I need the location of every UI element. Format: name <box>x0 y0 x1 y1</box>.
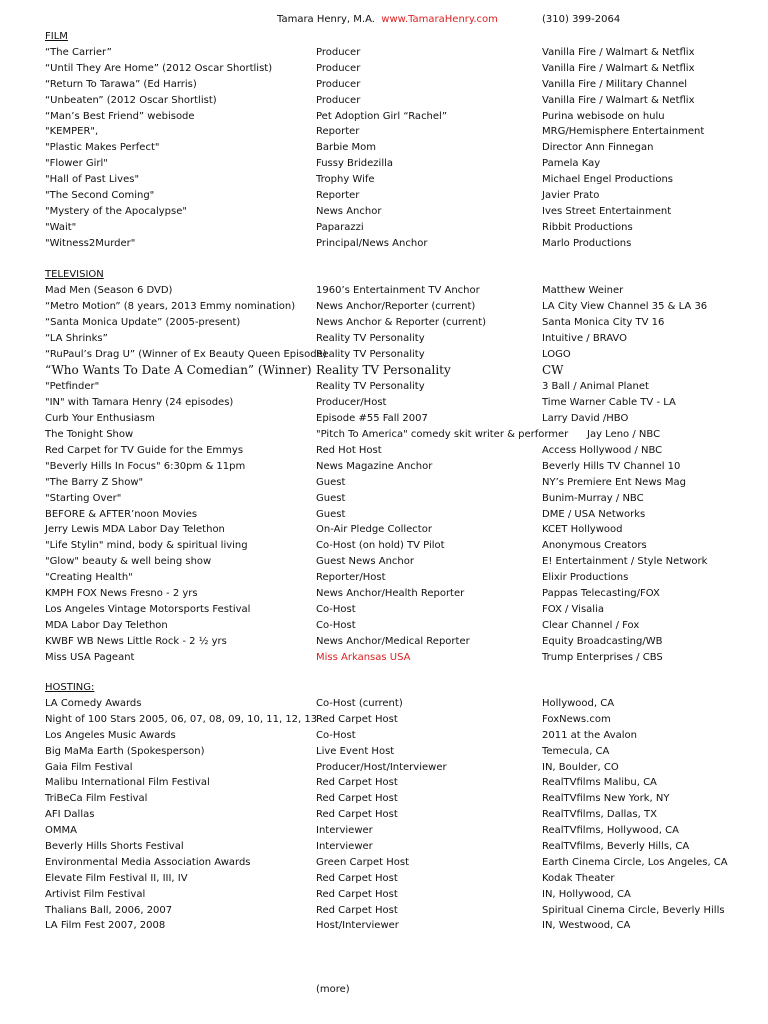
hosting-row <box>45 839 745 855</box>
film-row <box>45 45 745 61</box>
credit-company: Jay Leno / NBC <box>587 429 661 441</box>
credit-company: LA City View Channel 35 & LA 36 <box>542 300 708 312</box>
credit-title: “Until They Are Home” (2012 Oscar Shortlist) <box>45 62 273 74</box>
television-row <box>45 586 745 602</box>
credit-company: Marlo Productions <box>542 237 632 249</box>
credit-role: News Anchor/Reporter (current) <box>316 300 476 312</box>
credit-company: Larry David /HBO <box>542 413 629 425</box>
credit-title: Night of 100 Stars 2005, 06, 07, 08, 09, 10, 11, 12, 13 <box>45 713 318 725</box>
credit-company: Vanilla Fire / Walmart & Netflix <box>542 94 695 106</box>
credit-title: "Glow" beauty & well being show <box>45 556 212 568</box>
credit-role: Host/Interviewer <box>316 920 399 932</box>
television-row <box>45 602 745 618</box>
credit-title: Los Angeles Music Awards <box>45 729 176 741</box>
credit-title: Gaia Film Festival <box>45 761 133 773</box>
credit-role: 1960’s Entertainment TV Anchor <box>316 285 480 296</box>
television-row <box>45 507 745 523</box>
film-row <box>45 124 745 140</box>
television-section-title: TELEVISION <box>45 269 104 280</box>
hosting-row <box>45 903 745 919</box>
phone-number: (310) 399-2064 <box>542 14 621 25</box>
credit-role: Principal/News Anchor <box>316 237 428 249</box>
television-row <box>45 362 745 379</box>
credit-company: RealTVfilms, Beverly Hills, CA <box>542 841 690 853</box>
credit-title: Big MaMa Earth (Spokesperson) <box>45 745 205 757</box>
hosting-row <box>45 712 745 728</box>
credit-title: "Petfinder" <box>45 381 100 393</box>
credit-role: Interviewer <box>316 825 373 837</box>
television-row <box>45 554 745 570</box>
television-row <box>45 650 745 666</box>
website-link[interactable]: www.TamaraHenry.com <box>381 14 498 25</box>
credit-company: Bunim-Murray / NBC <box>542 492 644 504</box>
hosting-row <box>45 807 745 823</box>
credit-title: Beverly Hills Shorts Festival <box>45 841 184 853</box>
credit-company: CW <box>542 363 564 378</box>
credit-company: IN, Hollywood, CA <box>542 888 631 900</box>
film-row <box>45 188 745 204</box>
credit-title: Los Angeles Vintage Motorsports Festival <box>45 603 251 615</box>
credit-title: TriBeCa Film Festival <box>45 793 148 805</box>
credit-title: Thalians Ball, 2006, 2007 <box>45 904 173 916</box>
credit-title: MDA Labor Day Telethon <box>45 619 168 631</box>
television-row <box>45 427 745 443</box>
credit-role: On-Air Pledge Collector <box>316 524 432 536</box>
credit-company: DME / USA Networks <box>542 508 646 520</box>
film-section <box>45 29 745 252</box>
hosting-row <box>45 871 745 887</box>
film-row <box>45 93 745 109</box>
credit-role: Guest <box>316 492 346 504</box>
film-row <box>45 172 745 188</box>
credit-company: Michael Engel Productions <box>542 174 674 186</box>
credit-title: KWBF WB News Little Rock - 2 ½ yrs <box>45 635 227 647</box>
credit-title: "Life Stylin" mind, body & spiritual living <box>45 540 248 552</box>
credit-company: Ives Street Entertainment <box>542 205 672 217</box>
credit-company: Intuitive / BRAVO <box>542 332 627 344</box>
television-row <box>45 411 745 427</box>
contact-name-line <box>277 14 498 25</box>
credit-role: Producer/Host <box>316 397 387 409</box>
credit-role: Red Carpet Host <box>316 777 398 789</box>
hosting-row <box>45 760 745 776</box>
film-row <box>45 236 745 252</box>
television-row <box>45 491 745 507</box>
more-indicator: (more) <box>316 984 350 995</box>
television-row <box>45 395 745 411</box>
hosting-section <box>45 680 745 934</box>
credit-company: KCET Hollywood <box>542 524 623 536</box>
hosting-row <box>45 823 745 839</box>
credit-company: Earth Cinema Circle, Los Angeles, CA <box>542 856 728 868</box>
credit-title: "Plastic Makes Perfect" <box>45 142 160 154</box>
credit-title: Malibu International Film Festival <box>45 777 210 789</box>
credit-role: Producer <box>316 94 361 106</box>
credit-role: Producer <box>316 47 361 58</box>
credit-company: 3 Ball / Animal Planet <box>542 381 649 393</box>
credit-role: Guest <box>316 476 346 488</box>
credit-role: Co-Host (on hold) TV Pilot <box>316 540 445 552</box>
credit-role: Fussy Bridezilla <box>316 158 394 170</box>
credit-company: Javier Prato <box>542 190 600 202</box>
credit-company: Equity Broadcasting/WB <box>542 635 663 647</box>
credit-title: “Santa Monica Update” (2005-present) <box>45 316 241 328</box>
credit-title: "Flower Girl" <box>45 158 108 170</box>
credit-title: Mad Men (Season 6 DVD) <box>45 285 173 296</box>
television-row <box>45 634 745 650</box>
credit-role: Pet Adoption Girl “Rachel” <box>316 110 448 122</box>
credit-title: Red Carpet for TV Guide for the Emmys <box>45 445 244 457</box>
credit-company: NY’s Premiere Ent News Mag <box>542 476 687 488</box>
credit-title: “The Carrier” <box>45 47 112 58</box>
credit-company: Beverly Hills TV Channel 10 <box>542 460 681 472</box>
credit-company: RealTVfilms, Dallas, TX <box>542 809 657 821</box>
credit-title: AFI Dallas <box>45 809 95 821</box>
resume-header <box>0 14 768 28</box>
film-row <box>45 61 745 77</box>
credit-company: FoxNews.com <box>542 713 611 725</box>
credit-company: Vanilla Fire / Walmart & Netflix <box>542 47 695 58</box>
credit-role: Reality TV Personality <box>316 381 425 393</box>
hosting-row <box>45 791 745 807</box>
credit-role: Reality TV Personality <box>316 332 425 344</box>
hosting-section-title: HOSTING: <box>45 682 95 693</box>
credit-title: Elevate Film Festival II, III, IV <box>45 872 188 884</box>
credit-role: Paparazzi <box>316 221 364 233</box>
credit-role: News Magazine Anchor <box>316 460 433 472</box>
credit-title: KMPH FOX News Fresno - 2 yrs <box>45 588 198 600</box>
credit-company: E! Entertainment / Style Network <box>542 556 708 568</box>
television-row <box>45 347 745 363</box>
credit-title: Environmental Media Association Awards <box>45 856 251 868</box>
credit-company: Vanilla Fire / Walmart & Netflix <box>542 62 695 74</box>
film-rows <box>45 45 745 252</box>
credit-role: Reality TV Personality <box>316 348 425 360</box>
credit-title: “Unbeaten” (2012 Oscar Shortlist) <box>45 94 217 106</box>
television-row <box>45 538 745 554</box>
credit-title: LA Film Fest 2007, 2008 <box>45 920 166 932</box>
credit-title: "The Barry Z Show" <box>45 476 144 488</box>
credit-title: "Mystery of the Apocalypse" <box>45 205 187 217</box>
credit-company: Vanilla Fire / Military Channel <box>542 78 688 90</box>
credit-role: Trophy Wife <box>316 174 375 186</box>
film-row <box>45 140 745 156</box>
credit-company: Pappas Telecasting/FOX <box>542 588 660 600</box>
credit-title: "Beverly Hills In Focus" 6:30pm & 11pm <box>45 460 246 472</box>
television-row <box>45 475 745 491</box>
television-row <box>45 570 745 586</box>
credit-title: "KEMPER", <box>45 126 99 138</box>
credit-company: Anonymous Creators <box>542 540 647 552</box>
credit-company: RealTVfilms, Hollywood, CA <box>542 825 679 837</box>
television-row <box>45 331 745 347</box>
credit-title: LA Comedy Awards <box>45 698 142 709</box>
credit-role: Producer <box>316 78 361 90</box>
credit-role: Co-Host <box>316 729 356 741</box>
credit-title: “LA Shrinks” <box>45 332 108 344</box>
credit-company: Director Ann Finnegan <box>542 142 654 154</box>
television-row <box>45 315 745 331</box>
credit-title: The Tonight Show <box>45 429 134 441</box>
credit-company: 2011 at the Avalon <box>542 729 637 741</box>
credit-role: Red Carpet Host <box>316 809 398 821</box>
credit-title: BEFORE & AFTER’noon Movies <box>45 508 198 520</box>
television-row <box>45 299 745 315</box>
television-row <box>45 283 745 299</box>
credit-title: “Man’s Best Friend” webisode <box>45 110 195 122</box>
credit-title: "Wait" <box>45 221 77 233</box>
credit-company: Santa Monica City TV 16 <box>542 316 665 328</box>
credit-company: IN, Boulder, CO <box>542 761 619 773</box>
television-row <box>45 618 745 634</box>
credit-role: News Anchor & Reporter (current) <box>316 316 487 328</box>
credit-role: Co-Host (current) <box>316 698 403 709</box>
credit-role: Miss Arkansas USA <box>316 651 411 663</box>
television-row <box>45 459 745 475</box>
credit-title: “RuPaul’s Drag U” (Winner of Ex Beauty Queen Episode) <box>45 348 327 360</box>
credit-role: Red Carpet Host <box>316 888 398 900</box>
television-section <box>45 267 745 665</box>
credit-title: "IN" with Tamara Henry (24 episodes) <box>45 397 234 409</box>
credit-role: Producer <box>316 62 361 74</box>
credit-role: Red Carpet Host <box>316 713 398 725</box>
credit-company: Matthew Weiner <box>542 285 624 296</box>
hosting-row <box>45 855 745 871</box>
credit-company: Access Hollywood / NBC <box>542 445 663 457</box>
credit-title: “Who Wants To Date A Comedian” (Winner) <box>45 363 312 378</box>
credit-role: Live Event Host <box>316 745 395 757</box>
hosting-row <box>45 918 745 934</box>
credit-title: Curb Your Enthusiasm <box>45 413 155 425</box>
credit-company: Clear Channel / Fox <box>542 619 640 631</box>
credit-title: Jerry Lewis MDA Labor Day Telethon <box>45 524 225 536</box>
hosting-row <box>45 887 745 903</box>
credit-role: Barbie Mom <box>316 142 377 154</box>
credit-title: "Witness2Murder" <box>45 237 136 249</box>
credit-company: Spiritual Cinema Circle, Beverly Hills <box>542 904 725 916</box>
credit-title: “Return To Tarawa” (Ed Harris) <box>45 78 197 90</box>
credit-role: Episode #55 Fall 2007 <box>316 413 428 425</box>
credit-company: MRG/Hemisphere Entertainment <box>542 126 705 138</box>
television-row <box>45 379 745 395</box>
credit-company: Hollywood, CA <box>542 698 615 709</box>
television-row <box>45 522 745 538</box>
credit-company: Purina webisode on hulu <box>542 110 665 122</box>
credit-role: News Anchor/Health Reporter <box>316 588 465 600</box>
film-row <box>45 204 745 220</box>
credit-role: News Anchor <box>316 205 382 217</box>
credit-role: Red Carpet Host <box>316 872 398 884</box>
credit-title: "Hall of Past Lives" <box>45 174 140 186</box>
credit-company: Time Warner Cable TV - LA <box>542 397 676 409</box>
credit-role: Guest <box>316 508 346 520</box>
credit-role: Reporter <box>316 126 360 138</box>
hosting-row <box>45 744 745 760</box>
credit-company: IN, Westwood, CA <box>542 920 631 932</box>
hosting-row <box>45 696 745 712</box>
television-rows <box>45 283 745 665</box>
hosting-rows <box>45 696 745 934</box>
credit-role: Red Hot Host <box>316 445 382 457</box>
credit-company: Kodak Theater <box>542 872 615 884</box>
film-row <box>45 109 745 125</box>
credit-role: Interviewer <box>316 841 373 853</box>
credit-title: Miss USA Pageant <box>45 651 135 663</box>
credit-company: Trump Enterprises / CBS <box>542 651 663 663</box>
credit-title: "Starting Over" <box>45 492 122 504</box>
credit-company: RealTVfilms New York, NY <box>542 793 670 805</box>
hosting-row <box>45 728 745 744</box>
contact-name: Tamara Henry, M.A. <box>277 14 375 25</box>
credit-role: News Anchor/Medical Reporter <box>316 635 470 647</box>
hosting-row <box>45 775 745 791</box>
credit-title: OMMA <box>45 825 77 837</box>
credit-role: Reporter/Host <box>316 572 386 584</box>
credit-role: Co-Host <box>316 603 356 615</box>
credit-title: "The Second Coming" <box>45 190 155 202</box>
credit-role: Co-Host <box>316 619 356 631</box>
credit-role: Guest News Anchor <box>316 556 414 568</box>
credit-company: LOGO <box>542 348 571 360</box>
credit-company: Temecula, CA <box>542 745 610 757</box>
credit-company: Pamela Kay <box>542 158 601 170</box>
credit-role: Reality TV Personality <box>316 363 451 378</box>
credit-role: Producer/Host/Interviewer <box>316 761 447 773</box>
credit-role: Reporter <box>316 190 360 202</box>
credit-title: “Metro Motion” (8 years, 2013 Emmy nomination) <box>45 300 296 312</box>
credit-company: Ribbit Productions <box>542 221 633 233</box>
credit-role: "Pitch To America" comedy skit writer & performer <box>316 429 569 441</box>
credit-company: Elixir Productions <box>542 572 629 584</box>
credit-title: Artivist Film Festival <box>45 888 146 900</box>
film-row <box>45 220 745 236</box>
film-section-title: FILM <box>45 31 68 42</box>
film-row <box>45 77 745 93</box>
credit-role: Red Carpet Host <box>316 793 398 805</box>
credit-role: Red Carpet Host <box>316 904 398 916</box>
credit-role: Green Carpet Host <box>316 856 410 868</box>
credit-title: "Creating Health" <box>45 572 133 584</box>
credit-company: FOX / Visalia <box>542 603 604 615</box>
film-row <box>45 156 745 172</box>
television-row <box>45 443 745 459</box>
credit-company: RealTVfilms Malibu, CA <box>542 777 657 789</box>
